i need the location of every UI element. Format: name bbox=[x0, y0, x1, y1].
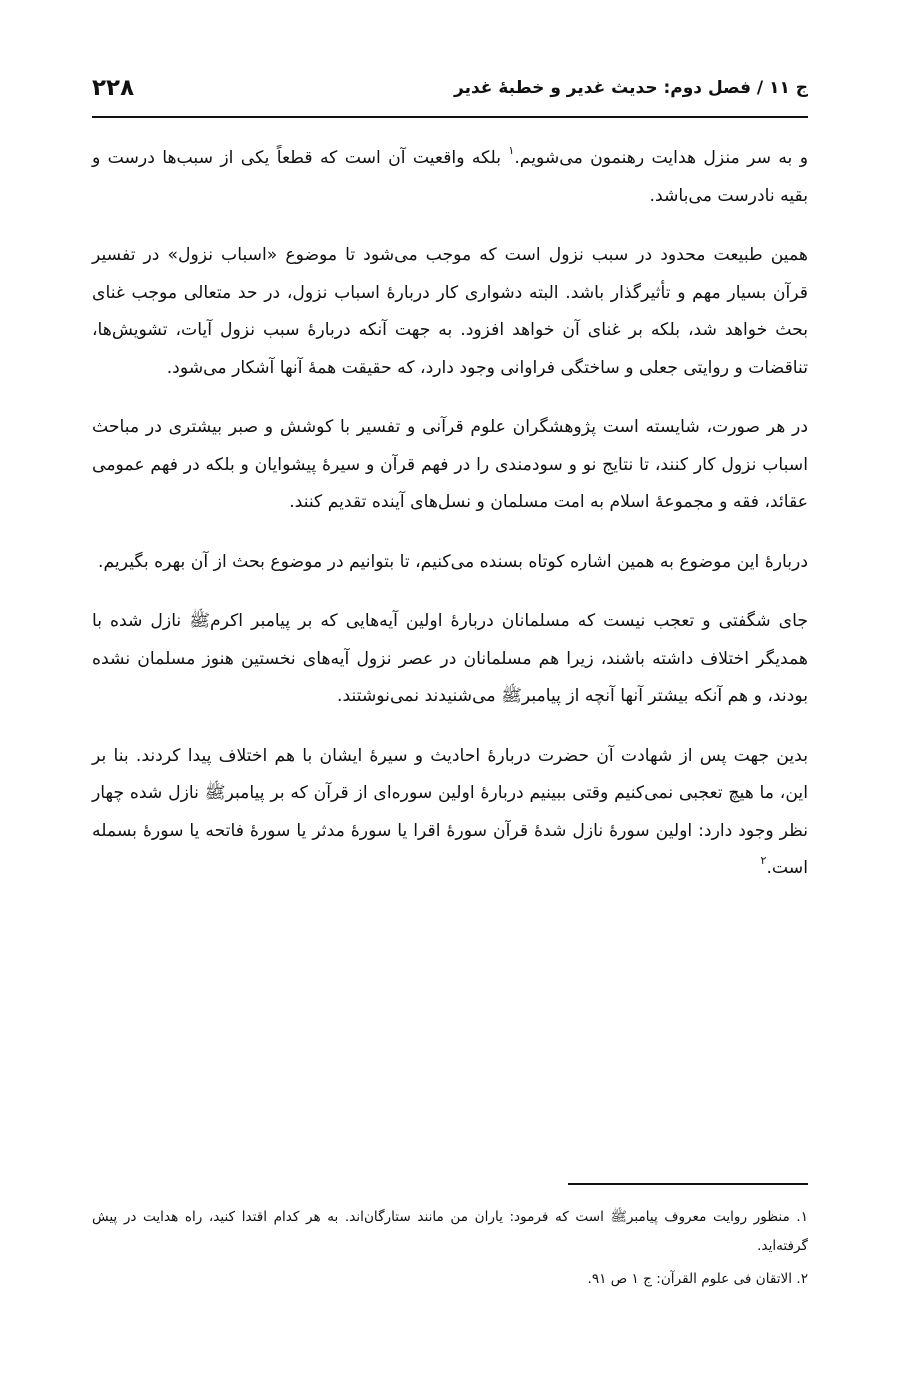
paragraph-5 bbox=[92, 603, 808, 716]
paragraph-2 bbox=[92, 237, 808, 387]
paragraph-text: بدین جهت پس از شهادت آن حضرت دربارهٔ احادیث و سیرهٔ ایشان با هم اختلاف پیدا کردند. بنا بر این، ما هیچ تعجبی نمی‌کنیم وقتی ببینیم دربارهٔ اولین سوره‌ای از قرآن که بر پیامبرﷺ نازل شده چهار نظر وجود دارد: اولین سورهٔ نازل شدهٔ قرآن سورهٔ اقرا یا سورهٔ مدثر یا سورهٔ فاتحه یا سورهٔ بسمله است. bbox=[92, 745, 808, 878]
paragraph-1 bbox=[92, 140, 808, 215]
footnote-2: ۲. الاتقان فی علوم القرآن: ج ۱ ص ۹۱. bbox=[587, 1271, 808, 1287]
footnotes bbox=[92, 1203, 808, 1298]
paragraph-text: دربارهٔ این موضوع به همین اشاره کوتاه بسنده می‌کنیم، تا بتوانیم در موضوع بحث از آن بهره بگیریم. bbox=[98, 551, 808, 572]
page-number: ۲۲۸ bbox=[92, 75, 135, 101]
footnote-marker: ۱ bbox=[508, 144, 515, 157]
paragraph-text: جای شگفتی و تعجب نیست که مسلمانان دربارهٔ اولین آیه‌هایی که بر پیامبر اکرمﷺ نازل شده با همدیگر اختلاف داشته باشند، زیرا هم مسلمانان در عصر نزول آیه‌های نخستین هنوز مسلمان نشده بودند، و هم آنکه بیشتر آنها آنچه از پیامبرﷺ می‌شنیدند نمی‌نوشتند. bbox=[92, 611, 808, 706]
paragraph-3 bbox=[92, 409, 808, 522]
paragraph-text: همین طبیعت محدود در سبب نزول است که موجب می‌شود تا موضوع «اسباب نزول» در تفسیر قرآن بسیار مهم و تأثیرگذار باشد. البته دشواری کار دربارهٔ اسباب نزول، در حد متعالی موجب غنای بحث خواهد شد، بلکه بر غنای آن خواهد افزود. به جهت آنکه دربارهٔ سبب نزول آیات، تشویش‌ها، تناقضات و روایتی جعلی و ساختگی فراوانی وجود دارد، که حقیقت همهٔ آنها آشکار می‌شود. bbox=[92, 245, 808, 378]
paragraph-6 bbox=[92, 738, 808, 888]
running-header bbox=[92, 68, 808, 108]
header-divider bbox=[92, 116, 808, 118]
paragraph-text: در هر صورت، شایسته است پژوهشگران علوم قرآنی و تفسیر با کوشش و صبر بیشتری در مباحث اسباب نزول کار کنند، تا نتایج نو و سودمندی را در فهم قرآن و سیرهٔ پیشوایان و بلکه در فهم عمومی عقائد، فقه و مجموعهٔ اسلام به امت مسلمان و نسل‌های آینده تقدیم کنند. bbox=[92, 417, 808, 512]
paragraph-text: و به سر منزل هدایت رهنمون می‌شویم. bbox=[514, 148, 808, 168]
paragraph-4 bbox=[92, 544, 808, 582]
footnote-divider bbox=[568, 1183, 808, 1185]
footnote-marker: ۲ bbox=[760, 854, 767, 867]
running-header-title: ج ۱۱ / فصل دوم: حدیث غدیر و خطبهٔ غدیر bbox=[454, 78, 808, 98]
body-text bbox=[92, 140, 808, 910]
paragraph-text: بلکه واقعیت آن است که قطعاً یکی از سبب‌ها درست و بقیه نادرست می‌باشد. bbox=[92, 148, 808, 206]
book-page bbox=[92, 0, 808, 1390]
footnote-1: ۱. منظور روایت معروف پیامبرﷺ است که فرمود: یاران من مانند ستارگان‌اند. به هر کدام اقتدا کنید، راه هدایت در پیش گرفته‌اید. bbox=[92, 1209, 808, 1254]
